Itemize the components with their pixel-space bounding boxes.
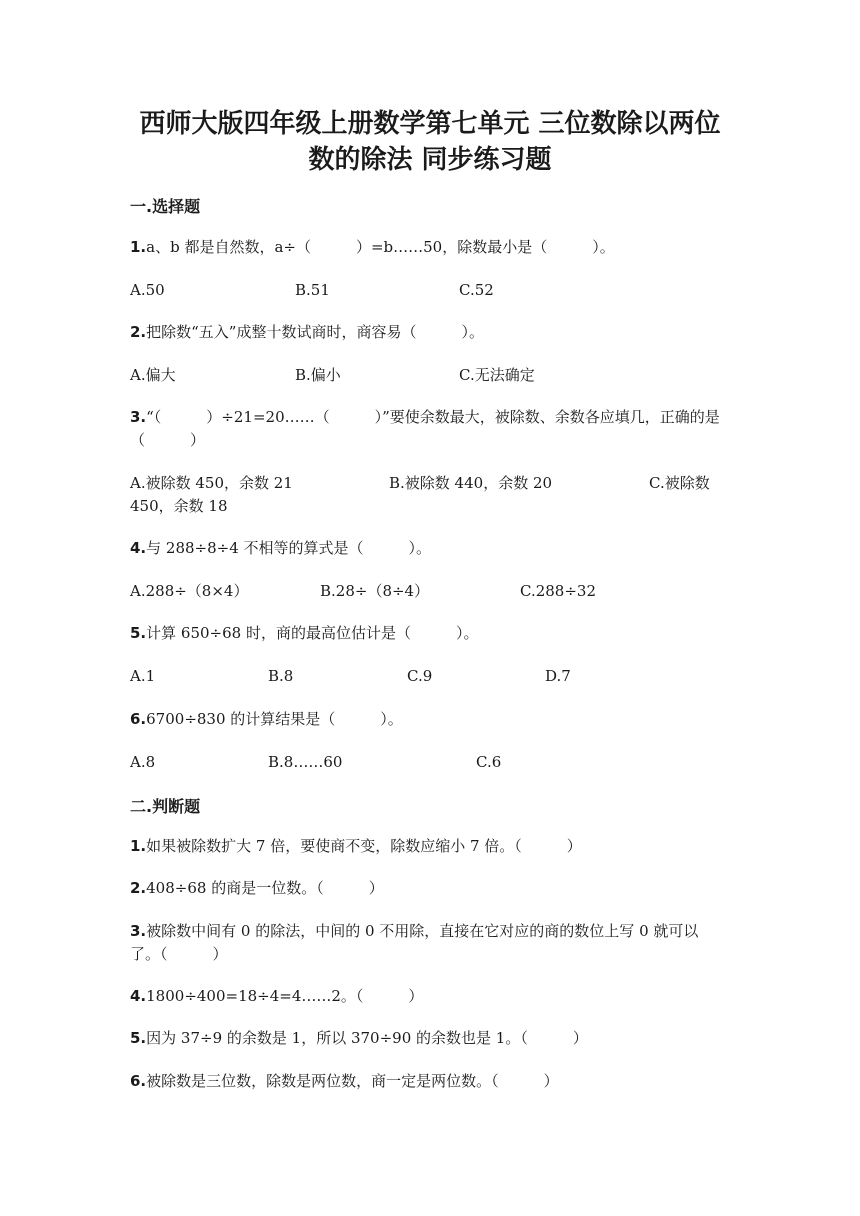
question-text: 408÷68 的商是一位数。（ ）: [146, 879, 384, 897]
judge-question-5: [130, 1027, 740, 1050]
question-text: 1800÷400=18÷4=4……2。（ ）: [146, 987, 424, 1005]
page-title-line1: 西师大版四年级上册数学第七单元 三位数除以两位: [139, 109, 721, 139]
option-a: A.8: [130, 753, 156, 771]
question-number: 6.: [130, 1072, 147, 1090]
choice-question-1: [130, 236, 740, 259]
question-number: 5.: [130, 1029, 147, 1047]
option-b: B.8: [268, 667, 294, 685]
question-text: “（ ）÷21=20……（ ）”要使余数最大，被除数、余数各应填几，正确的是（ ）: [130, 408, 720, 449]
section-heading-choice: 一.选择题: [130, 197, 201, 216]
question-number: 5.: [130, 624, 147, 642]
option-c-continued: 450，余数 18: [130, 497, 228, 515]
question-text: 因为 37÷9 的余数是 1，所以 370÷90 的余数也是 1。（ ）: [146, 1029, 588, 1047]
option-b: B.偏小: [295, 366, 341, 384]
question-text: 被除数中间有 0 的除法，中间的 0 不用除，直接在它对应的商的数位上写 0 就可以了。（ ）: [130, 922, 699, 963]
choice-question-4: [130, 537, 740, 560]
option-b: B.被除数 440，余数 20: [389, 474, 553, 492]
judge-question-6: [130, 1070, 740, 1093]
question-number: 1.: [130, 837, 147, 855]
choice-question-3: [130, 406, 740, 452]
question-text: 计算 650÷68 时，商的最高位估计是（ ）。: [146, 624, 479, 642]
question-number: 6.: [130, 710, 147, 728]
option-a: A.50: [130, 281, 165, 299]
judge-question-4: [130, 985, 740, 1008]
choice-question-6: [130, 708, 740, 731]
option-b: B.28÷（8÷4）: [320, 582, 430, 600]
question-number: 2.: [130, 323, 147, 341]
option-b: B.51: [295, 281, 330, 299]
option-a: A.被除数 450，余数 21: [130, 474, 293, 492]
question-text: 被除数是三位数，除数是两位数，商一定是两位数。（ ）: [146, 1072, 559, 1090]
page-title-line2: 数的除法 同步练习题: [308, 145, 552, 175]
option-a: A.1: [130, 667, 156, 685]
section-heading-judge: 二.判断题: [130, 797, 201, 816]
option-c: C.9: [407, 667, 433, 685]
option-a: A.偏大: [130, 366, 176, 384]
question-text: 与 288÷8÷4 不相等的算式是（ ）。: [146, 539, 432, 557]
question-text: 把除数“五入”成整十数试商时，商容易（ ）。: [146, 323, 484, 341]
question-text: a、b 都是自然数，a÷（ ）=b……50，除数最小是（ ）。: [146, 238, 615, 256]
question-number: 3.: [130, 922, 147, 940]
option-c: C.被除数: [649, 474, 710, 492]
option-a: A.288÷（8×4）: [130, 582, 249, 600]
judge-question-2: [130, 877, 740, 900]
option-c: C.52: [459, 281, 494, 299]
question-number: 2.: [130, 879, 147, 897]
question-number: 1.: [130, 238, 147, 256]
judge-question-1: [130, 835, 740, 858]
option-c: C.无法确定: [459, 366, 535, 384]
question-number: 4.: [130, 987, 147, 1005]
question-number: 3.: [130, 408, 147, 426]
question-number: 4.: [130, 539, 147, 557]
choice-question-5: [130, 622, 740, 645]
choice-question-2: [130, 321, 740, 344]
question-text: 如果被除数扩大 7 倍，要使商不变，除数应缩小 7 倍。（ ）: [146, 837, 582, 855]
option-c: C.6: [476, 753, 502, 771]
option-d: D.7: [545, 667, 571, 685]
question-text: 6700÷830 的计算结果是（ ）。: [146, 710, 403, 728]
option-c: C.288÷32: [520, 582, 596, 600]
option-b: B.8……60: [268, 753, 343, 771]
judge-question-3: [130, 920, 725, 966]
